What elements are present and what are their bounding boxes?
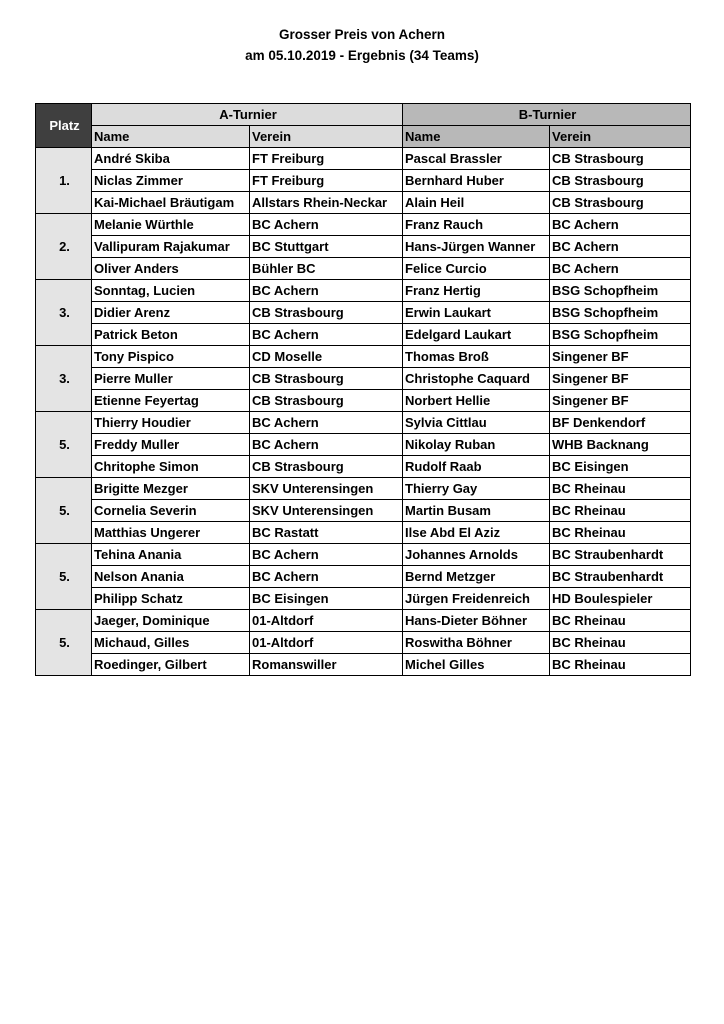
- table-row: [36, 456, 691, 478]
- b-name-cell: Sylvia Cittlau: [403, 412, 550, 434]
- b-name-cell: Bernd Metzger: [403, 566, 550, 588]
- table-row: [36, 522, 691, 544]
- b-name-cell: Bernhard Huber: [403, 170, 550, 192]
- b-verein-cell: CB Strasbourg: [550, 192, 691, 214]
- a-name-cell: Didier Arenz: [92, 302, 250, 324]
- table-row: [36, 478, 691, 500]
- a-name-cell: Michaud, Gilles: [92, 632, 250, 654]
- a-verein-cell: SKV Unterensingen: [250, 478, 403, 500]
- a-verein-cell: 01-Altdorf: [250, 632, 403, 654]
- a-verein-cell: BC Achern: [250, 566, 403, 588]
- b-name-cell: Thierry Gay: [403, 478, 550, 500]
- b-verein-cell: BC Eisingen: [550, 456, 691, 478]
- b-name-cell: Pascal Brassler: [403, 148, 550, 170]
- table-row: [36, 170, 691, 192]
- b-verein-cell: BC Rheinau: [550, 610, 691, 632]
- a-verein-cell: CB Strasbourg: [250, 456, 403, 478]
- b-verein-cell: Singener BF: [550, 368, 691, 390]
- a-verein-cell: CB Strasbourg: [250, 390, 403, 412]
- a-name-cell: Nelson Anania: [92, 566, 250, 588]
- a-name-cell: Matthias Ungerer: [92, 522, 250, 544]
- table-row: [36, 280, 691, 302]
- b-name-cell: Hans-Dieter Böhner: [403, 610, 550, 632]
- b-name-cell: Ilse Abd El Aziz: [403, 522, 550, 544]
- a-name-cell: Kai-Michael Bräutigam: [92, 192, 250, 214]
- b-name-cell: Thomas Broß: [403, 346, 550, 368]
- b-verein-cell: CB Strasbourg: [550, 148, 691, 170]
- a-verein-cell: FT Freiburg: [250, 148, 403, 170]
- b-verein-cell: BC Straubenhardt: [550, 544, 691, 566]
- b-verein-cell: BC Rheinau: [550, 654, 691, 676]
- rank-cell: 5.: [36, 478, 92, 544]
- a-verein-cell: FT Freiburg: [250, 170, 403, 192]
- a-name-cell: Patrick Beton: [92, 324, 250, 346]
- b-name-cell: Norbert Hellie: [403, 390, 550, 412]
- b-verein-cell: BC Rheinau: [550, 478, 691, 500]
- a-name-cell: André Skiba: [92, 148, 250, 170]
- a-name-cell: Melanie Würthle: [92, 214, 250, 236]
- table-row: [36, 566, 691, 588]
- rank-cell: 5.: [36, 610, 92, 676]
- table-row: [36, 214, 691, 236]
- b-verein-cell: BC Achern: [550, 214, 691, 236]
- table-row: [36, 346, 691, 368]
- a-name-cell: Freddy Muller: [92, 434, 250, 456]
- a-verein-cell: CB Strasbourg: [250, 368, 403, 390]
- b-verein-cell: BSG Schopfheim: [550, 324, 691, 346]
- rank-cell: 5.: [36, 412, 92, 478]
- rank-cell: 3.: [36, 346, 92, 412]
- a-verein-cell: Romanswiller: [250, 654, 403, 676]
- rank-cell: 3.: [36, 280, 92, 346]
- table-row: [36, 258, 691, 280]
- b-name-cell: Michel Gilles: [403, 654, 550, 676]
- rank-cell: 1.: [36, 148, 92, 214]
- b-name-cell: Martin Busam: [403, 500, 550, 522]
- a-verein-cell: BC Achern: [250, 214, 403, 236]
- a-name-cell: Vallipuram Rajakumar: [92, 236, 250, 258]
- b-name-cell: Alain Heil: [403, 192, 550, 214]
- page-title: Grosser Preis von Achern: [278, 27, 446, 42]
- a-name-cell: Philipp Schatz: [92, 588, 250, 610]
- b-verein-cell: BC Rheinau: [550, 522, 691, 544]
- table-row: [36, 632, 691, 654]
- b-name-cell: Nikolay Ruban: [403, 434, 550, 456]
- a-name-cell: Chritophe Simon: [92, 456, 250, 478]
- b-name-cell: Roswitha Böhner: [403, 632, 550, 654]
- a-name-cell: Cornelia Severin: [92, 500, 250, 522]
- b-verein-cell: BC Achern: [550, 236, 691, 258]
- a-turnier-header: A-Turnier: [92, 104, 403, 126]
- b-verein-cell: Singener BF: [550, 346, 691, 368]
- b-verein-cell: Singener BF: [550, 390, 691, 412]
- table-row: [36, 588, 691, 610]
- table-row: [36, 412, 691, 434]
- a-name-header: Name: [92, 126, 250, 148]
- a-name-cell: Niclas Zimmer: [92, 170, 250, 192]
- a-name-cell: Etienne Feyertag: [92, 390, 250, 412]
- b-verein-cell: BC Straubenhardt: [550, 566, 691, 588]
- b-verein-cell: CB Strasbourg: [550, 170, 691, 192]
- rank-cell: 5.: [36, 544, 92, 610]
- table-row: [36, 302, 691, 324]
- a-verein-cell: Bühler BC: [250, 258, 403, 280]
- table-row: [36, 192, 691, 214]
- b-verein-header: Verein: [550, 126, 691, 148]
- b-name-cell: Johannes Arnolds: [403, 544, 550, 566]
- platz-header: Platz: [36, 104, 92, 148]
- table-row: [36, 544, 691, 566]
- a-verein-cell: BC Eisingen: [250, 588, 403, 610]
- a-verein-cell: Allstars Rhein-Neckar: [250, 192, 403, 214]
- b-turnier-header: B-Turnier: [403, 104, 691, 126]
- b-name-header: Name: [403, 126, 550, 148]
- a-verein-cell: SKV Unterensingen: [250, 500, 403, 522]
- a-name-cell: Oliver Anders: [92, 258, 250, 280]
- b-name-cell: Hans-Jürgen Wanner: [403, 236, 550, 258]
- b-verein-cell: BC Rheinau: [550, 500, 691, 522]
- table-row: [36, 324, 691, 346]
- b-verein-cell: HD Boulespieler: [550, 588, 691, 610]
- a-verein-cell: BC Stuttgart: [250, 236, 403, 258]
- a-verein-cell: BC Achern: [250, 324, 403, 346]
- a-name-cell: Brigitte Mezger: [92, 478, 250, 500]
- b-name-cell: Rudolf Raab: [403, 456, 550, 478]
- a-verein-cell: BC Rastatt: [250, 522, 403, 544]
- a-name-cell: Thierry Houdier: [92, 412, 250, 434]
- page-subtitle: am 05.10.2019 - Ergebnis (34 Teams): [245, 48, 479, 63]
- a-name-cell: Sonntag, Lucien: [92, 280, 250, 302]
- b-verein-cell: BF Denkendorf: [550, 412, 691, 434]
- table-row: [36, 434, 691, 456]
- b-name-cell: Jürgen Freidenreich: [403, 588, 550, 610]
- a-verein-cell: BC Achern: [250, 412, 403, 434]
- b-verein-cell: BSG Schopfheim: [550, 302, 691, 324]
- a-verein-cell: CB Strasbourg: [250, 302, 403, 324]
- b-name-cell: Edelgard Laukart: [403, 324, 550, 346]
- table-row: [36, 654, 691, 676]
- a-verein-cell: CD Moselle: [250, 346, 403, 368]
- table-row: [36, 500, 691, 522]
- b-name-cell: Christophe Caquard: [403, 368, 550, 390]
- a-name-cell: Roedinger, Gilbert: [92, 654, 250, 676]
- a-verein-cell: BC Achern: [250, 434, 403, 456]
- b-name-cell: Erwin Laukart: [403, 302, 550, 324]
- b-name-cell: Franz Rauch: [403, 214, 550, 236]
- a-verein-cell: BC Achern: [250, 544, 403, 566]
- table-row: [36, 236, 691, 258]
- a-name-cell: Tony Pispico: [92, 346, 250, 368]
- table-row: [36, 390, 691, 412]
- a-verein-cell: 01-Altdorf: [250, 610, 403, 632]
- results-table: [35, 103, 691, 676]
- a-name-cell: Jaeger, Dominique: [92, 610, 250, 632]
- b-verein-cell: WHB Backnang: [550, 434, 691, 456]
- b-name-cell: Felice Curcio: [403, 258, 550, 280]
- table-row: [36, 368, 691, 390]
- a-name-cell: Pierre Muller: [92, 368, 250, 390]
- b-verein-cell: BSG Schopfheim: [550, 280, 691, 302]
- table-row: [36, 148, 691, 170]
- rank-cell: 2.: [36, 214, 92, 280]
- table-row: [36, 610, 691, 632]
- a-name-cell: Tehina Anania: [92, 544, 250, 566]
- b-verein-cell: BC Rheinau: [550, 632, 691, 654]
- a-verein-header: Verein: [250, 126, 403, 148]
- b-name-cell: Franz Hertig: [403, 280, 550, 302]
- b-verein-cell: BC Achern: [550, 258, 691, 280]
- a-verein-cell: BC Achern: [250, 280, 403, 302]
